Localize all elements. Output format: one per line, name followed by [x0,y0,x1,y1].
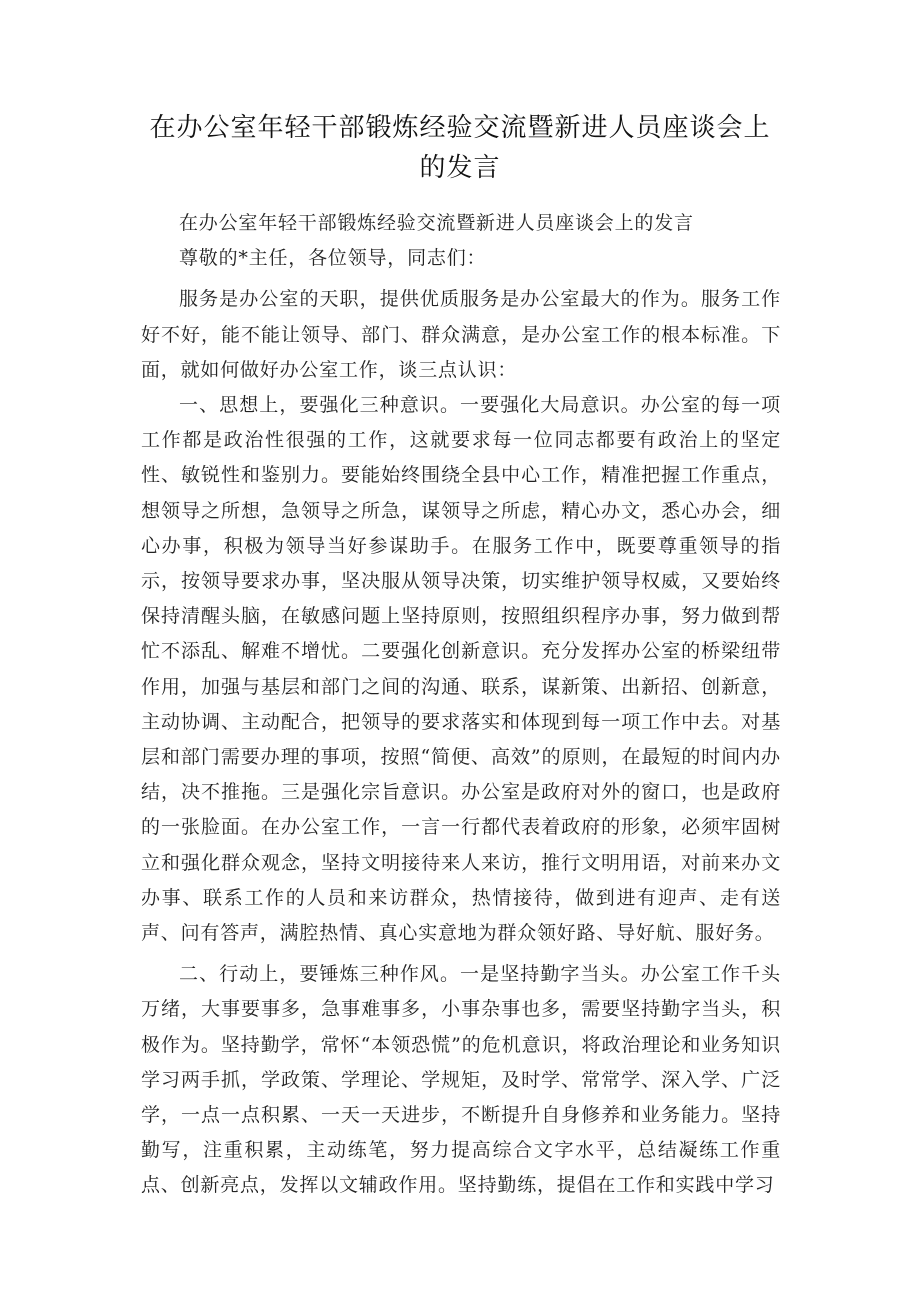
section-two-paragraph: 二、行动上，要锤炼三种作风。一是坚持勤字当头。办公室工作千头万绪，大事要事多，急事难事多，小事杂事也多，需要坚持勤字当头，积极作为。坚持勤学，常怀“本领恐慌”的危机意识，将政治理论和业务知识学习两手抓，学政策、学理论、学规矩，及时学、常常学、深入学、广泛学，一点一点积累、一天一天进步，不断提升自身修养和业务能力。坚持勤写，注重积累，主动练笔，努力提高综合文字水平，总结凝练工作重点、创新亮点，发挥以文辅政作用。坚持勤练，提倡在工作和实践中学习 [141,963,781,1197]
document-title [140,108,780,188]
subtitle-paragraph: 在办公室年轻干部锻炼经验交流暨新进人员座谈会上的发言 [179,212,694,234]
document-body [141,206,781,1204]
title-line-1: 在办公室年轻干部锻炼经验交流暨新进人员座谈会上 [149,113,771,143]
salutation-paragraph: 尊敬的*主任，各位领导，同志们： [179,247,487,270]
intro-paragraph: 服务是办公室的天职，提供优质服务是办公室最大的作为。服务工作好不好，能不能让领导、部门、群众满意，是办公室工作的根本标准。下面，就如何做好办公室工作，谈三点认识： [141,288,781,381]
title-line-2: 的发言 [419,153,501,183]
section-one-paragraph: 一、思想上，要强化三种意识。一要强化大局意识。办公室的每一项工作都是政治性很强的工作，这就要求每一位同志都要有政治上的坚定性、敏锐性和鉴别力。要能始终围绕全县中心工作，精准把握工作重点，想领导之所想，急领导之所急，谋领导之所虑，精心办文，悉心办会，细心办事，积极为领导当好参谋助手。在服务工作中，既要尊重领导的指示，按领导要求办事，坚决服从领导决策，切实维护领导权威，又要始终保持清醒头脑，在敏感问题上坚持原则，按照组织程序办事，努力做到帮忙不添乱、解难不增忧。二要强化创新意识。充分发挥办公室的桥梁纽带作用，加强与基层和部门之间的沟通、联系，谋新策、出新招、创新意，主动协调、主动配合，把领导的要求落实和体现到每一项工作中去。对基层和部门需要办理的事项，按照“简便、高效”的原则，在最短的时间内办结，决不推拖。三是强化宗旨意识。办公室是政府对外的窗口，也是政府的一张脸面。在办公室工作，一言一行都代表着政府的形象，必须牢固树立和强化群众观念，坚持文明接待来人来访，推行文明用语，对前来办文办事、联系工作的人员和来访群众，热情接待，做到进有迎声、走有送声、问有答声，满腔热情、真心实意地为群众领好路、导好航、服好务。 [141,394,781,945]
